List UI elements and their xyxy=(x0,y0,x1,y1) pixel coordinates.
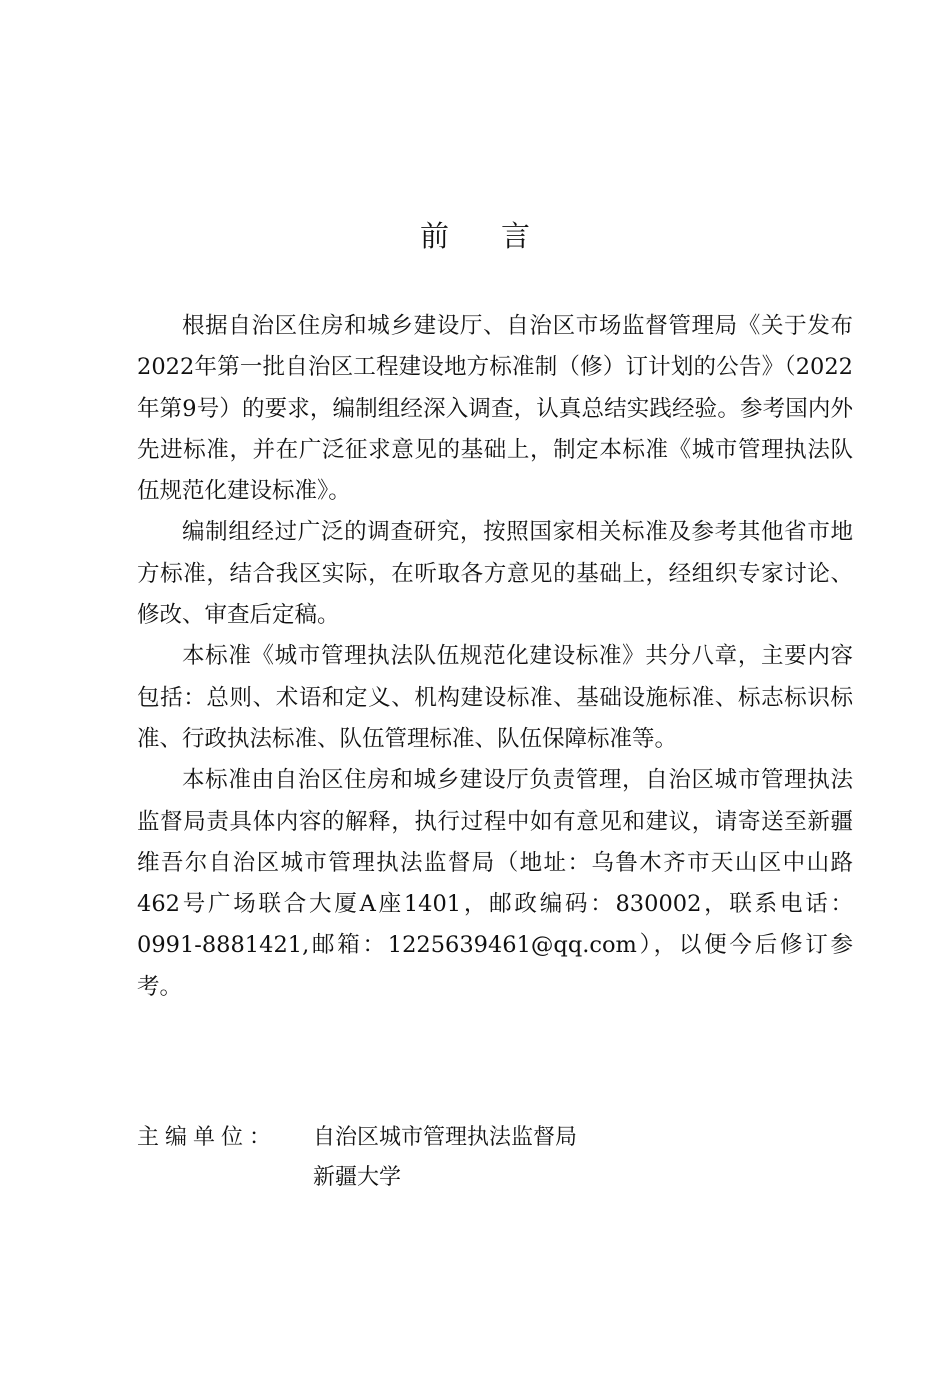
chief-editor-label: 主编单位： xyxy=(137,1125,278,1150)
chief-editor-block xyxy=(137,1118,577,1198)
paragraph-contents: 本标准《城市管理执法队伍规范化建设标准》共分八章，主要内容包括：总则、术语和定义、机构建设标准、基础设施标准、标志标识标准、行政执法标准、队伍管理标准、队伍保障标准等。 xyxy=(137,643,853,752)
preface-body xyxy=(137,306,853,1008)
chief-editor-unit-2: 新疆大学 xyxy=(313,1165,402,1190)
page-title: 前言 xyxy=(419,219,582,253)
paragraph-contact: 本标准由自治区住房和城乡建设厅负责管理，自治区城市管理执法监督局责具体内容的解释，执行过程中如有意见和建议，请寄送至新疆维吾尔自治区城市管理执法监督局（地址：乌鲁木齐市天山区中山路462号广场联合大厦A座1401，邮政编码：830002，联系电话：0991-8881421,邮箱：1225639461@qq.com），以便今后修订参考。 xyxy=(137,767,853,1000)
chief-editor-unit-1: 自治区城市管理执法监督局 xyxy=(313,1125,578,1150)
chief-editor-row xyxy=(137,1158,577,1198)
paragraph-research: 编制组经过广泛的调查研究，按照国家相关标准及参考其他省市地方标准，结合我区实际，在听取各方意见的基础上，经组织专家讨论、修改、审查后定稿。 xyxy=(137,519,853,629)
chief-editor-row xyxy=(137,1118,577,1158)
paragraph-basis: 根据自治区住房和城乡建设厅、自治区市场监督管理局《关于发布2022年第一批自治区工程建设地方标准制（修）订计划的公告》（2022年第9号）的要求，编制组经深入调查，认真总结实践经验。参考国内外先进标准，并在广泛征求意见的基础上，制定本标准《城市管理执法队伍规范化建设标准》。 xyxy=(137,313,853,505)
chief-editor-label-spacer xyxy=(137,1158,313,1198)
